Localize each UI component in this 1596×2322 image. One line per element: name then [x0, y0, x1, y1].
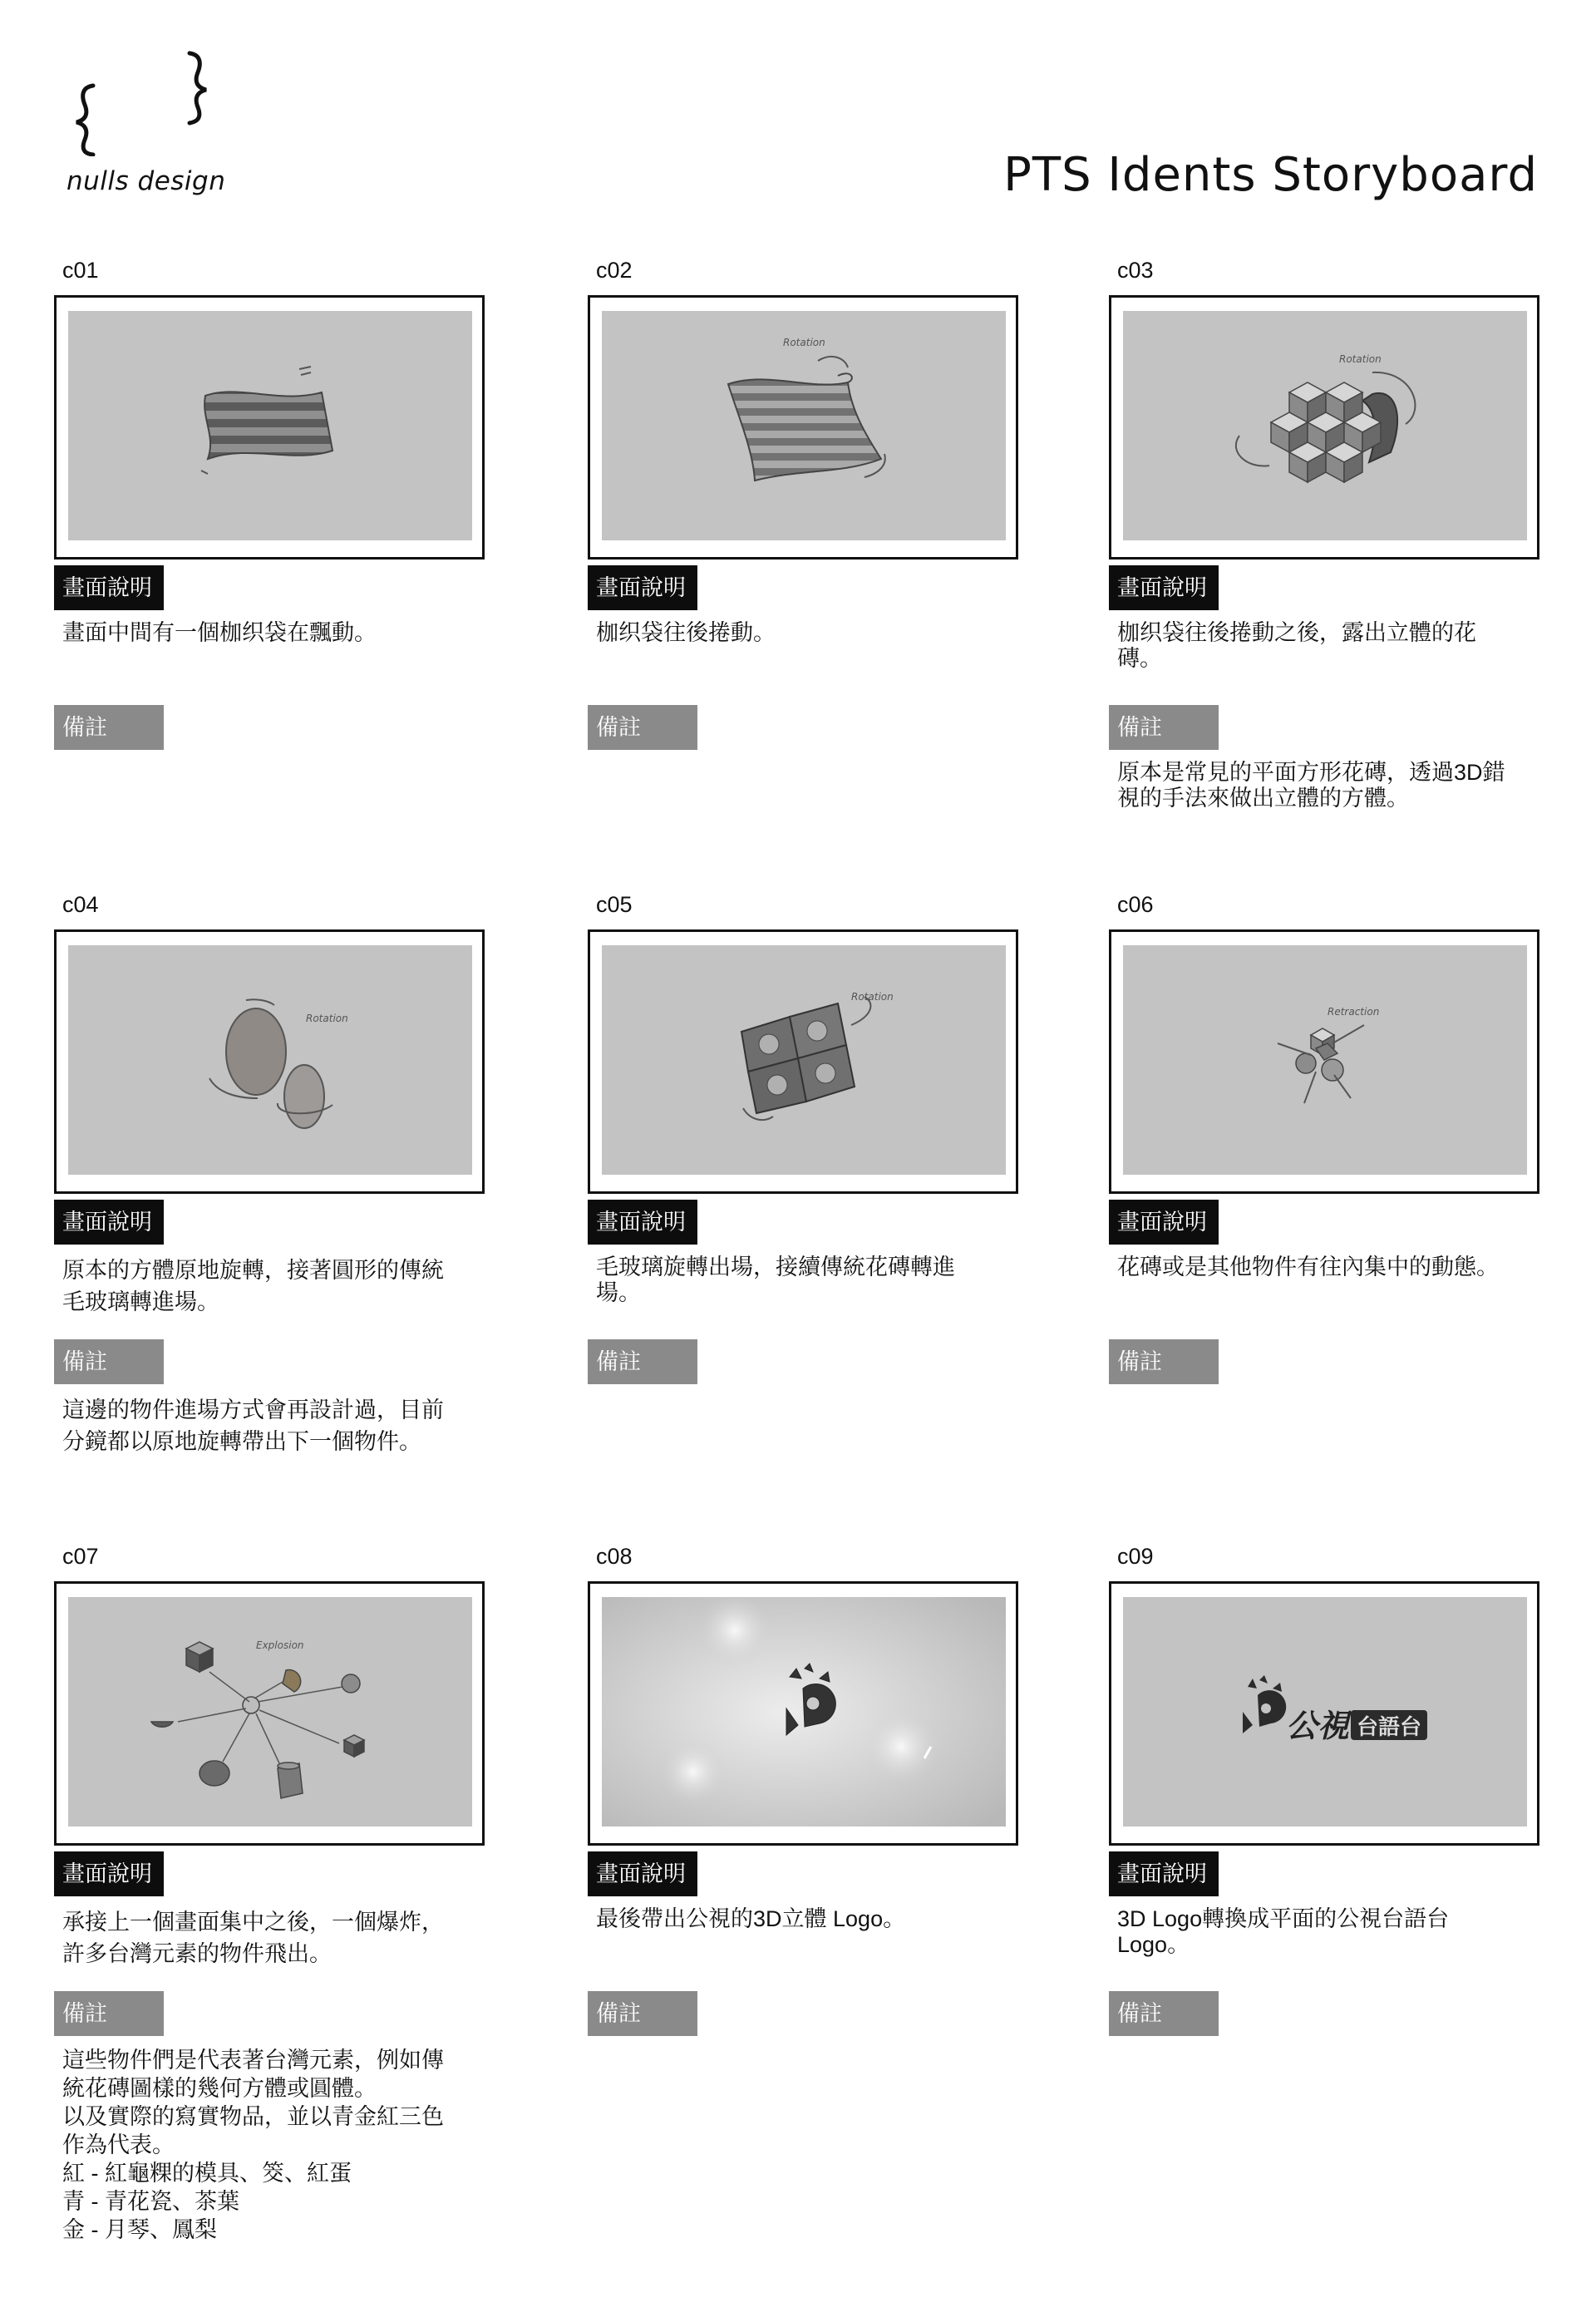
- panel-id: c04: [62, 892, 99, 917]
- description-label: 畫面說明: [54, 565, 164, 610]
- panel-frame: [54, 295, 485, 560]
- notes-label: 備註: [54, 1339, 164, 1384]
- notes-label: 備註: [588, 705, 697, 750]
- braces-logo-icon: [65, 48, 214, 156]
- pts-taigi-logo-illustration-icon: [1123, 1597, 1527, 1827]
- explosion-objects-illustration-icon: [68, 1597, 472, 1827]
- description-text: 畫面中間有一個枷织袋在飄動。: [62, 620, 377, 645]
- panel-frame: [588, 1581, 1018, 1846]
- frosted-glass-discs-illustration-icon: [68, 945, 472, 1175]
- description-text: 3D Logo轉換成平面的公視台語台Logo。: [1117, 1906, 1450, 1957]
- frame-sketch: [1123, 311, 1527, 540]
- frame-annotation: Rotation: [306, 1013, 348, 1024]
- logo-3d-illustration-icon: [602, 1597, 1006, 1827]
- notes-label: 備註: [1109, 705, 1219, 750]
- panel-frame: [1109, 929, 1539, 1194]
- frame-sketch: [602, 1597, 1006, 1827]
- panel-id: c05: [596, 892, 633, 917]
- panel-id: c09: [1117, 1544, 1154, 1569]
- panel-frame: [54, 929, 485, 1194]
- panel-frame: [588, 929, 1018, 1194]
- brand-name: nulls design: [66, 166, 226, 196]
- frame-sketch: [602, 311, 1006, 540]
- description-text: 最後帶出公視的3D立體 Logo。: [596, 1906, 906, 1931]
- notes-label: 備註: [588, 1339, 697, 1384]
- frame-annotation: Retraction: [1328, 1006, 1380, 1018]
- tile-cubes-illustration-icon: [1123, 311, 1527, 540]
- notes-label: 備註: [54, 1991, 164, 2036]
- description-text: 枷织袋往後捲動。: [596, 620, 776, 645]
- frame-sketch: [1123, 945, 1527, 1175]
- frame-annotation: Rotation: [1339, 353, 1382, 365]
- notes-label: 備註: [54, 705, 164, 750]
- description-label: 畫面說明: [588, 1200, 697, 1245]
- waving-bag-illustration-icon: [68, 311, 472, 540]
- frame-annotation: Rotation: [851, 991, 894, 1003]
- panel-id: c07: [62, 1544, 99, 1569]
- logo-text: 公視: [1286, 1708, 1350, 1744]
- rolling-bag-illustration-icon: [602, 311, 1006, 540]
- description-label: 畫面說明: [1109, 565, 1219, 610]
- notes-label: 備註: [1109, 1991, 1219, 2036]
- description-label: 畫面說明: [1109, 1200, 1219, 1245]
- retraction-objects-illustration-icon: [1123, 945, 1527, 1175]
- notes-text: 原本是常見的平面方形花磚，透過3D錯 視的手法來做出立體的方體。: [1117, 760, 1505, 811]
- description-text: 原本的方體原地旋轉，接著圓形的傳統 毛玻璃轉進場。: [62, 1258, 444, 1314]
- panel-id: c08: [596, 1544, 633, 1569]
- panel-frame: [588, 295, 1018, 560]
- panel-frame: [1109, 1581, 1539, 1846]
- description-text: 毛玻璃旋轉出場，接續傳統花磚轉進 場。: [596, 1255, 955, 1305]
- frame-sketch: [68, 1597, 472, 1827]
- panel-frame: [54, 1581, 485, 1846]
- lattice-tile-illustration-icon: [602, 945, 1006, 1175]
- panel-id: c06: [1117, 892, 1154, 917]
- frame-sketch: [1123, 1597, 1527, 1827]
- description-label: 畫面說明: [588, 1851, 697, 1896]
- panel-frame: [1109, 295, 1539, 560]
- logo-subtext: 台語台: [1357, 1715, 1422, 1740]
- frame-annotation: Rotation: [783, 337, 825, 348]
- frame-sketch: [68, 311, 472, 540]
- notes-text: 這些物件們是代表著台灣元素，例如傳 統花磚圖樣的幾何方體或圓體。 以及實際的寫實物品，並以青金紅三色 作為代表。 紅 - 紅龜粿的模具、筊、紅蛋 青 - 青花瓷、茶葉 金 - 月琴、鳳梨: [62, 2048, 444, 2242]
- brand-logo: [65, 48, 231, 198]
- page-title: PTS Idents Storyboard: [1003, 148, 1538, 202]
- description-label: 畫面說明: [54, 1851, 164, 1896]
- notes-text: 這邊的物件進場方式會再設計過，目前 分鏡都以原地旋轉帶出下一個物件。: [62, 1398, 444, 1454]
- notes-label: 備註: [1109, 1339, 1219, 1384]
- frame-annotation: Explosion: [256, 1639, 304, 1651]
- description-label: 畫面說明: [588, 565, 697, 610]
- description-label: 畫面說明: [54, 1200, 164, 1245]
- description-text: 枷织袋往後捲動之後，露出立體的花磚。: [1117, 620, 1476, 671]
- panel-id: c03: [1117, 258, 1154, 283]
- notes-label: 備註: [588, 1991, 697, 2036]
- panel-id: c01: [62, 258, 99, 283]
- description-text: 承接上一個畫面集中之後，一個爆炸， 許多台灣元素的物件飛出。: [62, 1910, 444, 1966]
- description-text: 花磚或是其他物件有往內集中的動態。: [1117, 1255, 1499, 1279]
- frame-sketch: [68, 945, 472, 1175]
- description-label: 畫面說明: [1109, 1851, 1219, 1896]
- panel-id: c02: [596, 258, 633, 283]
- frame-sketch: [602, 945, 1006, 1175]
